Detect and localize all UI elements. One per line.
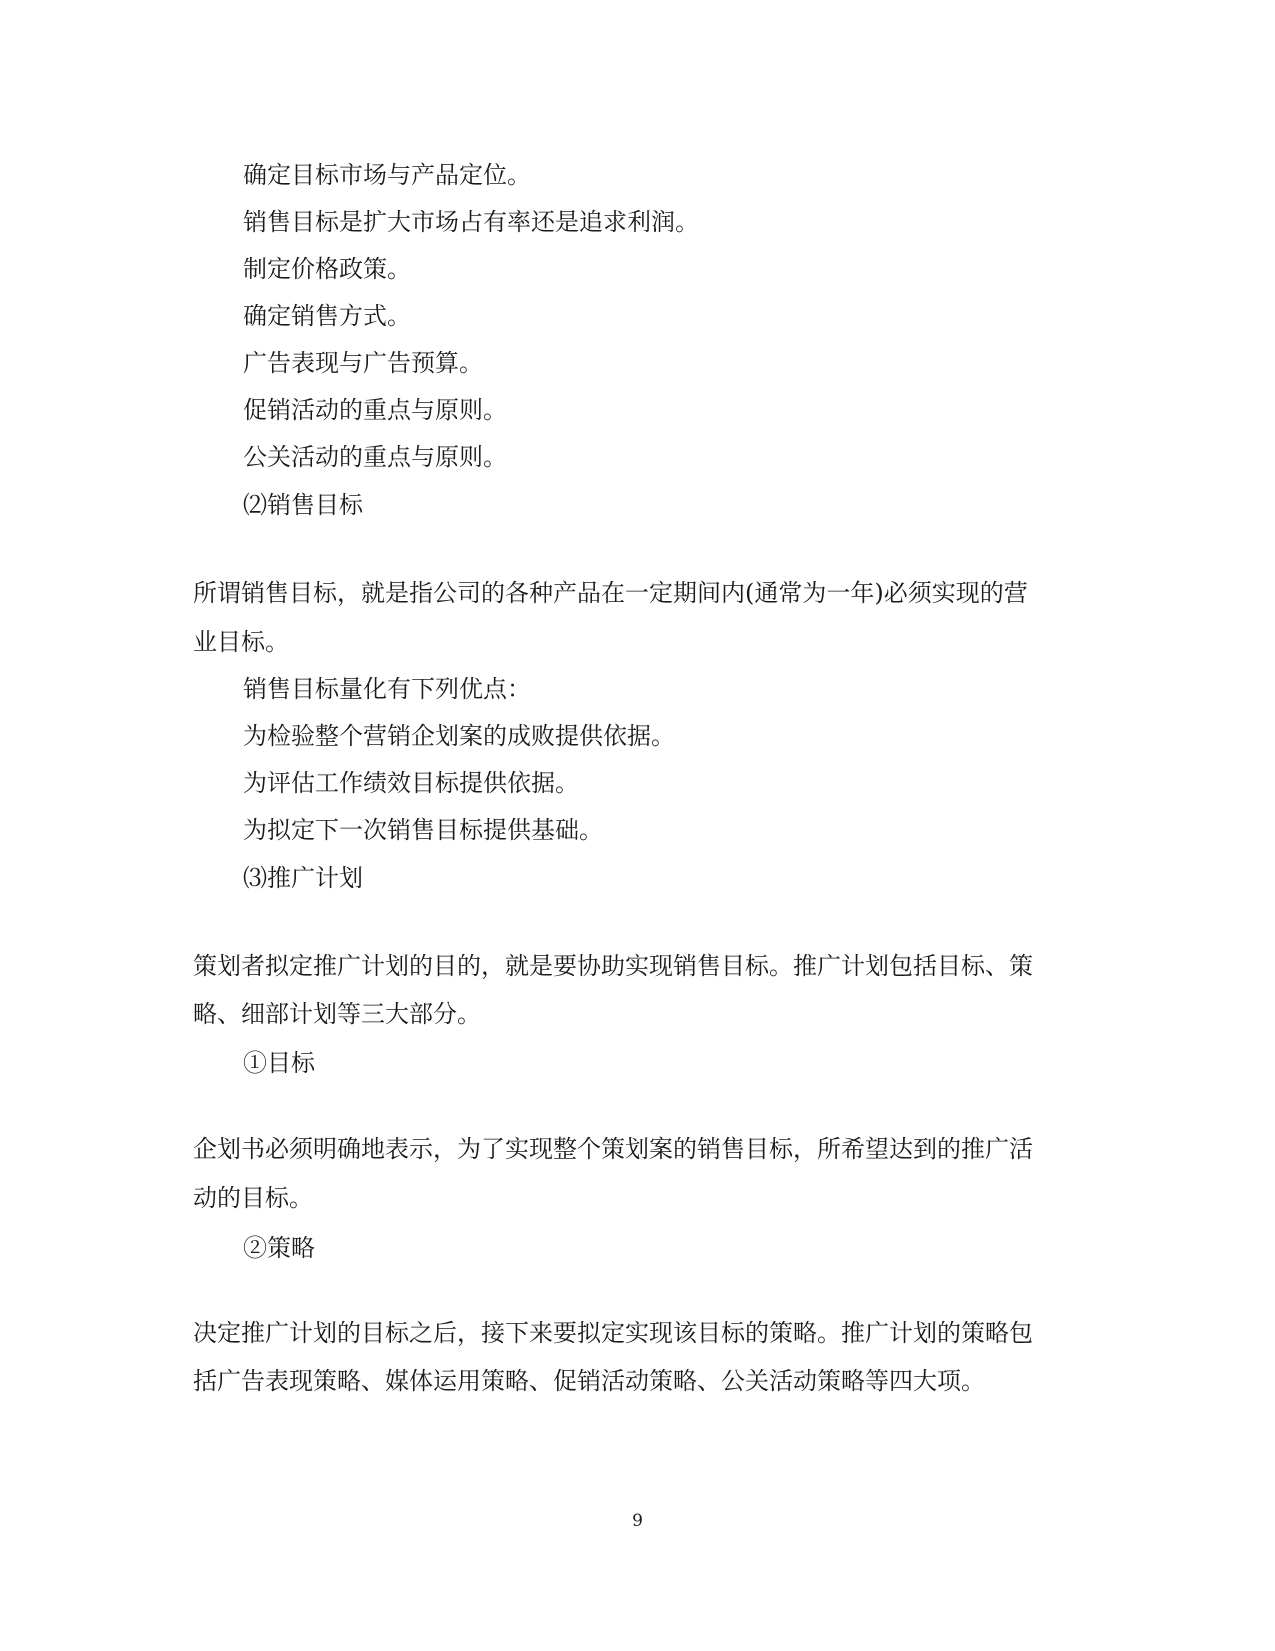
- list-item: 为拟定下一次销售目标提供基础。: [243, 816, 603, 844]
- paragraph-line: 略、细部计划等三大部分。: [193, 1000, 481, 1028]
- list-item: 确定销售方式。: [243, 302, 411, 330]
- page-number: 9: [632, 1511, 643, 1531]
- list-item: 促销活动的重点与原则。: [243, 396, 507, 424]
- subsection-heading: ①目标: [243, 1049, 315, 1077]
- list-item: 广告表现与广告预算。: [243, 349, 483, 377]
- list-item: 确定目标市场与产品定位。: [243, 161, 531, 189]
- list-item: 为检验整个营销企划案的成败提供依据。: [243, 722, 675, 750]
- section-heading: ⑵销售目标: [243, 491, 363, 519]
- subsection-heading: ②策略: [243, 1234, 315, 1262]
- paragraph-line: 企划书必须明确地表示，为了实现整个策划案的销售目标，所希望达到的推广活: [193, 1135, 1033, 1163]
- list-item: 公关活动的重点与原则。: [243, 443, 507, 471]
- paragraph-line: 业目标。: [193, 628, 289, 656]
- section-heading: ⑶推广计划: [243, 864, 363, 892]
- list-item: 制定价格政策。: [243, 255, 411, 283]
- list-item: 销售目标是扩大市场占有率还是追求利润。: [243, 208, 699, 236]
- list-item: 为评估工作绩效目标提供依据。: [243, 769, 579, 797]
- list-item: 销售目标量化有下列优点：: [243, 675, 531, 703]
- paragraph-line: 动的目标。: [193, 1184, 313, 1212]
- paragraph-line: 括广告表现策略、媒体运用策略、促销活动策略、公关活动策略等四大项。: [193, 1367, 985, 1395]
- paragraph-line: 所谓销售目标，就是指公司的各种产品在一定期间内(通常为一年)必须实现的营: [193, 579, 1028, 607]
- paragraph-line: 策划者拟定推广计划的目的，就是要协助实现销售目标。推广计划包括目标、策: [193, 952, 1033, 980]
- paragraph-line: 决定推广计划的目标之后，接下来要拟定实现该目标的策略。推广计划的策略包: [193, 1319, 1033, 1347]
